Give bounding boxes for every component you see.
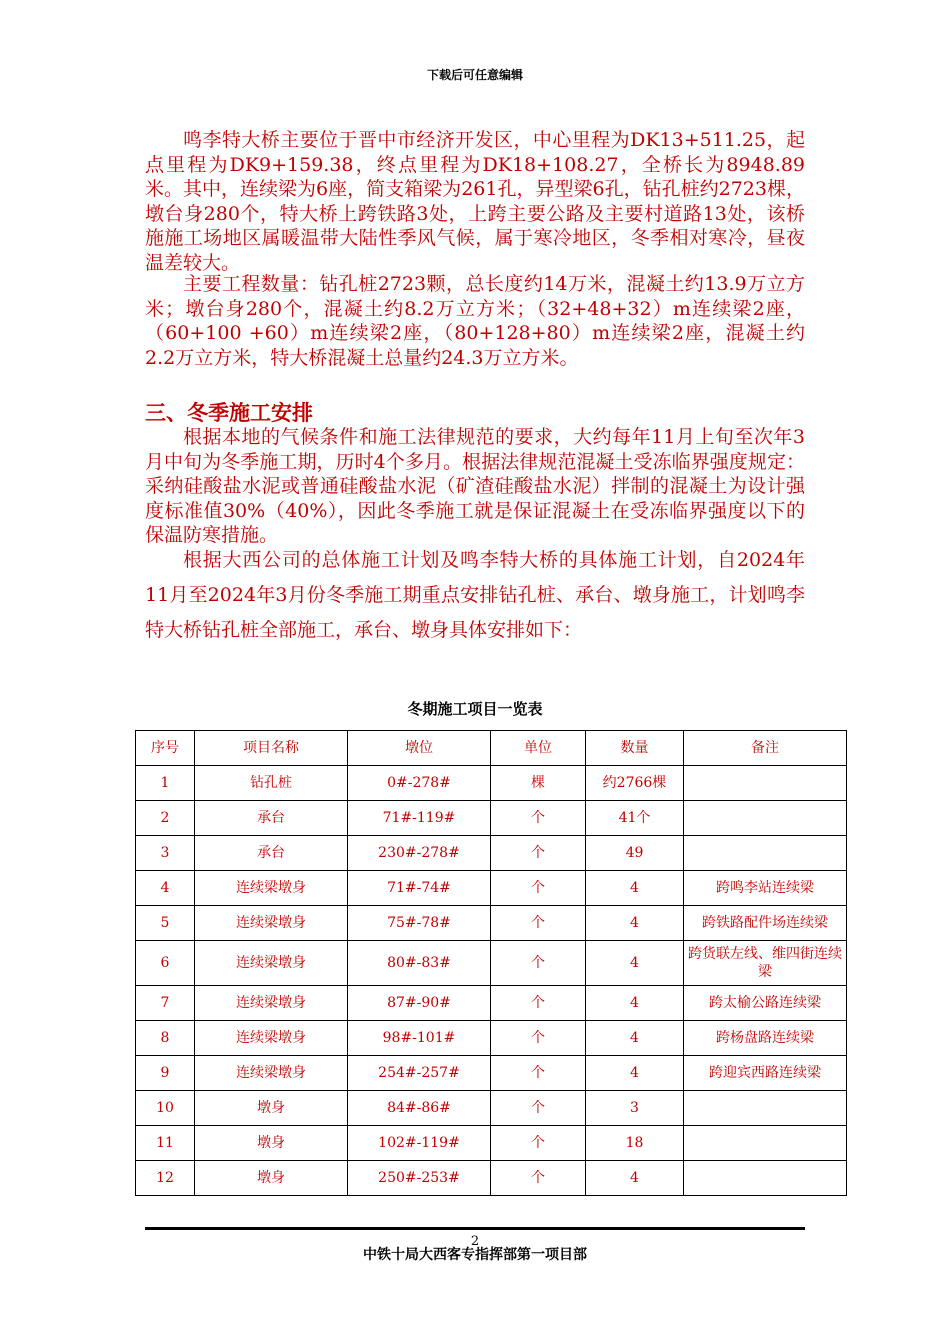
table-cell: 4 [586, 1021, 684, 1056]
table-cell: 5 [136, 906, 195, 941]
paragraph-winter-period [145, 425, 805, 548]
table-cell: 跨货联左线、维四街连续梁 [684, 941, 847, 986]
paragraph-quantities [145, 272, 805, 370]
table-cell: 墩身 [195, 1126, 348, 1161]
header-note: 下载后可任意编辑 [426, 68, 523, 82]
table-cell: 跨鸣李站连续梁 [684, 871, 847, 906]
table-cell: 个 [491, 1056, 586, 1091]
table-cell: 6 [136, 941, 195, 986]
footer-org: 中铁十局大西客专指挥部第一项目部 [363, 1247, 587, 1263]
header-cell: 项目名称 [195, 731, 348, 766]
table-row [136, 836, 847, 871]
table-cell: 连续梁墩身 [195, 1056, 348, 1091]
page-number: 2 [470, 1234, 480, 1249]
table-cell [684, 1091, 847, 1126]
table-row [136, 766, 847, 801]
table-cell: 11 [136, 1126, 195, 1161]
table-cell: 98#-101# [348, 1021, 491, 1056]
table-cell: 41个 [586, 801, 684, 836]
table-cell: 连续梁墩身 [195, 941, 348, 986]
table-cell: 87#-90# [348, 986, 491, 1021]
table-cell [684, 766, 847, 801]
paragraph-text: 根据大西公司的总体施工计划及鸣李特大桥的具体施工计划，自2024年11月至2024年3月份冬季施工期重点安排钻孔桩、承台、墩身施工，计划鸣李特大桥钻孔桩全部施工，承台、墩身具体安排如下： [145, 549, 805, 641]
table-cell: 棵 [491, 766, 586, 801]
table-cell: 2 [136, 801, 195, 836]
section-heading: 三、冬季施工安排 [145, 401, 313, 425]
table-cell: 个 [491, 1091, 586, 1126]
table-cell: 个 [491, 1126, 586, 1161]
table-row [136, 1021, 847, 1056]
table-title: 冬期施工项目一览表 [407, 700, 543, 718]
table-cell: 4 [586, 871, 684, 906]
table-header-row [136, 731, 847, 766]
paragraph-overview [145, 128, 805, 276]
footer-rule [145, 1227, 805, 1230]
table-cell [684, 836, 847, 871]
table-cell: 跨杨盘路连续梁 [684, 1021, 847, 1056]
table-cell: 个 [491, 906, 586, 941]
table-cell: 连续梁墩身 [195, 906, 348, 941]
table-cell: 8 [136, 1021, 195, 1056]
table-cell: 墩身 [195, 1091, 348, 1126]
table-cell: 4 [586, 941, 684, 986]
header-cell: 序号 [136, 731, 195, 766]
table-cell: 0#-278# [348, 766, 491, 801]
table-cell [684, 801, 847, 836]
table-row [136, 801, 847, 836]
table-row [136, 1126, 847, 1161]
table-cell: 承台 [195, 801, 348, 836]
table-row [136, 1091, 847, 1126]
table-cell: 连续梁墩身 [195, 986, 348, 1021]
table-cell: 102#-119# [348, 1126, 491, 1161]
table-cell: 个 [491, 986, 586, 1021]
table-cell: 个 [491, 871, 586, 906]
table-cell: 7 [136, 986, 195, 1021]
table-cell: 个 [491, 836, 586, 871]
table-cell: 4 [586, 906, 684, 941]
table-cell: 个 [491, 941, 586, 986]
table-cell: 250#-253# [348, 1161, 491, 1196]
table-cell: 80#-83# [348, 941, 491, 986]
table-cell: 个 [491, 801, 586, 836]
table-row [136, 1161, 847, 1196]
paragraph-text: 鸣李特大桥主要位于晋中市经济开发区，中心里程为DK13+511.25，起点里程为DK9+159.38，终点里程为DK18+108.27，全桥长为8948.89米。其中，连续梁为6座，简支箱梁为261孔，异型梁6孔，钻孔桩约2723棵，墩台身280个，特大桥上跨铁路3处，上跨主要公路及主要村道路13处，该桥施施工场地区属暖温带大陆性季风气候，属于寒冷地区，冬季相对寒冷，昼夜温差较大。 [145, 129, 805, 274]
table-cell: 墩身 [195, 1161, 348, 1196]
table-cell: 71#-119# [348, 801, 491, 836]
table-cell: 连续梁墩身 [195, 871, 348, 906]
table-cell [684, 1161, 847, 1196]
winter-items-table [135, 730, 847, 1196]
table-cell: 3 [586, 1091, 684, 1126]
header-cell: 墩位 [348, 731, 491, 766]
table-cell: 49 [586, 836, 684, 871]
table-cell: 4 [586, 986, 684, 1021]
paragraph-schedule [145, 543, 805, 648]
table-cell: 约2766棵 [586, 766, 684, 801]
table-cell: 75#-78# [348, 906, 491, 941]
table-row [136, 1056, 847, 1091]
table-cell: 个 [491, 1161, 586, 1196]
table-cell [684, 1126, 847, 1161]
table-cell: 钻孔桩 [195, 766, 348, 801]
paragraph-text: 根据本地的气候条件和施工法律规范的要求，大约每年11月上旬至次年3月中旬为冬季施工期，历时4个多月。根据法律规范混凝土受冻临界强度规定：采纳硅酸盐水泥或普通硅酸盐水泥（矿渣硅酸盐水泥）拌制的混凝土为设计强度标准值30%（40%），因此冬季施工就是保证混凝土在受冻临界强度以下的保温防寒措施。 [145, 426, 805, 547]
table-cell: 9 [136, 1056, 195, 1091]
table-cell: 跨迎宾西路连续梁 [684, 1056, 847, 1091]
header-cell: 备注 [684, 731, 847, 766]
table-cell: 承台 [195, 836, 348, 871]
table-cell: 4 [136, 871, 195, 906]
table-cell: 4 [586, 1056, 684, 1091]
table-row [136, 986, 847, 1021]
header-cell: 单位 [491, 731, 586, 766]
table-row [136, 871, 847, 906]
table-row [136, 941, 847, 986]
table-cell: 71#-74# [348, 871, 491, 906]
header-cell: 数量 [586, 731, 684, 766]
table-cell: 跨太榆公路连续梁 [684, 986, 847, 1021]
paragraph-text: 主要工程数量：钻孔桩2723颗，总长度约14万米，混凝土约13.9万立方米；墩台身280个，混凝土约8.2万立方米；（32+48+32）m连续梁2座，（60+100 +60）m连续梁2座，（80+128+80）m连续梁2座，混凝土约2.2万立方米，特大桥混凝土总量约24.3万立方米。 [145, 273, 805, 369]
table-cell: 3 [136, 836, 195, 871]
table-cell: 230#-278# [348, 836, 491, 871]
table-cell: 84#-86# [348, 1091, 491, 1126]
table-cell: 12 [136, 1161, 195, 1196]
table-cell: 254#-257# [348, 1056, 491, 1091]
table-cell: 跨铁路配件场连续梁 [684, 906, 847, 941]
table-cell: 个 [491, 1021, 586, 1056]
table-cell: 1 [136, 766, 195, 801]
table-row [136, 906, 847, 941]
table-cell: 连续梁墩身 [195, 1021, 348, 1056]
table-cell: 4 [586, 1161, 684, 1196]
table-cell: 18 [586, 1126, 684, 1161]
table-cell: 10 [136, 1091, 195, 1126]
